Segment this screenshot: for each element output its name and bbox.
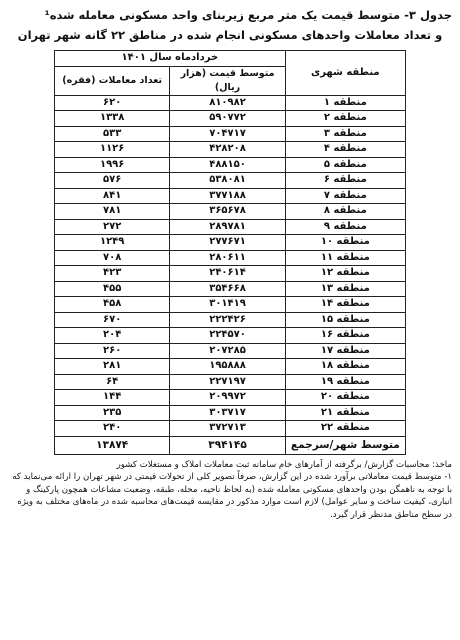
region-cell: منطقه ۱۶ bbox=[285, 328, 405, 344]
total-price: ۳۹۴۱۴۵ bbox=[170, 436, 285, 454]
price-cell: ۲۲۴۵۷۰ bbox=[170, 328, 285, 344]
price-cell: ۷۰۴۷۱۷ bbox=[170, 126, 285, 142]
title-line-1: جدول ۳- متوسط قیمت یک متر مربع زیربنای واحد مسکونی معامله شده¹ bbox=[44, 8, 452, 22]
title-line-2: و تعداد معاملات واحدهای مسکونی انجام شده در مناطق ۲۲ گانه شهر تهران bbox=[17, 28, 443, 42]
source-note: ماخذ: محاسبات گزارش/ برگرفته از آمارهای خام سامانه ثبت معاملات املاک و مستغلات کشور bbox=[116, 459, 452, 470]
count-cell: ۱۹۹۶ bbox=[55, 157, 170, 173]
price-cell: ۴۲۸۲۰۸ bbox=[170, 142, 285, 158]
region-cell: منطقه ۱۰ bbox=[285, 235, 405, 251]
count-cell: ۷۰۸ bbox=[55, 250, 170, 266]
count-cell: ۴۲۳ bbox=[55, 266, 170, 282]
table-row bbox=[55, 405, 406, 421]
table-row bbox=[55, 188, 406, 204]
count-cell: ۸۴۱ bbox=[55, 188, 170, 204]
count-cell: ۵۷۶ bbox=[55, 173, 170, 189]
count-cell: ۱۱۲۶ bbox=[55, 142, 170, 158]
count-cell: ۱۴۴ bbox=[55, 390, 170, 406]
total-row bbox=[55, 436, 406, 454]
price-cell: ۳۵۴۶۶۸ bbox=[170, 281, 285, 297]
table-row bbox=[55, 204, 406, 220]
total-count: ۱۳۸۷۴ bbox=[55, 436, 170, 454]
count-cell: ۲۳۵ bbox=[55, 405, 170, 421]
price-cell: ۸۱۰۹۸۲ bbox=[170, 95, 285, 111]
period-header: خردادماه سال ۱۴۰۱ bbox=[55, 51, 286, 67]
count-cell: ۶۲۰ bbox=[55, 95, 170, 111]
region-cell: منطقه ۴ bbox=[285, 142, 405, 158]
count-cell: ۱۳۳۸ bbox=[55, 111, 170, 127]
count-cell: ۴۵۵ bbox=[55, 281, 170, 297]
price-cell: ۳۰۱۴۱۹ bbox=[170, 297, 285, 313]
table-row bbox=[55, 111, 406, 127]
table-row bbox=[55, 173, 406, 189]
region-header: منطقه شهری bbox=[285, 51, 405, 96]
price-cell: ۲۲۷۱۹۷ bbox=[170, 374, 285, 390]
count-cell: ۲۷۲ bbox=[55, 219, 170, 235]
count-cell: ۲۸۱ bbox=[55, 359, 170, 375]
region-cell: منطقه ۹ bbox=[285, 219, 405, 235]
region-cell: منطقه ۲۲ bbox=[285, 421, 405, 437]
region-cell: منطقه ۲ bbox=[285, 111, 405, 127]
price-cell: ۵۹۰۷۷۲ bbox=[170, 111, 285, 127]
count-cell: ۶۷۰ bbox=[55, 312, 170, 328]
region-cell: منطقه ۷ bbox=[285, 188, 405, 204]
price-cell: ۱۹۵۸۸۸ bbox=[170, 359, 285, 375]
table-row bbox=[55, 390, 406, 406]
count-header: تعداد معاملات (فقره) bbox=[55, 66, 170, 95]
table-row bbox=[55, 126, 406, 142]
count-cell: ۵۳۳ bbox=[55, 126, 170, 142]
table-row bbox=[55, 281, 406, 297]
region-cell: منطقه ۱۷ bbox=[285, 343, 405, 359]
table-row bbox=[55, 343, 406, 359]
region-cell: منطقه ۳ bbox=[285, 126, 405, 142]
table-row bbox=[55, 219, 406, 235]
table-row bbox=[55, 235, 406, 251]
count-cell: ۲۰۴ bbox=[55, 328, 170, 344]
table-body bbox=[55, 95, 406, 436]
table-row bbox=[55, 421, 406, 437]
count-cell: ۶۴ bbox=[55, 374, 170, 390]
price-table bbox=[54, 50, 406, 455]
footnote-1: ۱- متوسط قیمت معاملاتی برآورد شده در این گزارش، صرفاً تصویر کلی از تحولات قیمتی در شهر تهران را ارائه می‌نماید که با توجه به ناهمگن بودن واحدهای مسکونی معامله شده (به لحاظ ناحیه، محله، طبقه، وضعیت مشاعات همچون پارکینگ و انباری، کیفیت ساخت و سایر عوامل) لازم است موارد مذکور در مقایسه قیمت‌های محاسبه شده در ماه‌های مختلف به ویژه در سطح مناطق مدنظر قرار گیرد. bbox=[12, 472, 452, 520]
region-cell: منطقه ۲۱ bbox=[285, 405, 405, 421]
region-cell: منطقه ۱۵ bbox=[285, 312, 405, 328]
table-row bbox=[55, 297, 406, 313]
table-row bbox=[55, 95, 406, 111]
region-cell: منطقه ۱ bbox=[285, 95, 405, 111]
region-cell: منطقه ۱۳ bbox=[285, 281, 405, 297]
price-cell: ۲۴۰۶۱۴ bbox=[170, 266, 285, 282]
region-cell: منطقه ۸ bbox=[285, 204, 405, 220]
table-row bbox=[55, 312, 406, 328]
price-cell: ۲۸۰۶۱۱ bbox=[170, 250, 285, 266]
table-row bbox=[55, 266, 406, 282]
price-cell: ۲۰۹۹۷۲ bbox=[170, 390, 285, 406]
count-cell: ۷۸۱ bbox=[55, 204, 170, 220]
price-cell: ۲۲۲۴۲۶ bbox=[170, 312, 285, 328]
header-row-top bbox=[55, 51, 406, 67]
table-row bbox=[55, 374, 406, 390]
table-row bbox=[55, 142, 406, 158]
price-cell: ۲۸۹۷۸۱ bbox=[170, 219, 285, 235]
count-cell: ۲۴۰ bbox=[55, 421, 170, 437]
region-cell: منطقه ۱۸ bbox=[285, 359, 405, 375]
price-cell: ۳۰۳۷۱۷ bbox=[170, 405, 285, 421]
table-title bbox=[0, 0, 460, 44]
price-cell: ۳۷۲۷۱۳ bbox=[170, 421, 285, 437]
count-cell: ۴۵۸ bbox=[55, 297, 170, 313]
region-cell: منطقه ۵ bbox=[285, 157, 405, 173]
price-cell: ۵۳۸۰۸۱ bbox=[170, 173, 285, 189]
price-cell: ۲۰۷۲۸۵ bbox=[170, 343, 285, 359]
region-cell: منطقه ۱۹ bbox=[285, 374, 405, 390]
region-cell: منطقه ۱۱ bbox=[285, 250, 405, 266]
price-cell: ۳۶۵۶۷۸ bbox=[170, 204, 285, 220]
price-cell: ۳۷۷۱۸۸ bbox=[170, 188, 285, 204]
region-cell: منطقه ۲۰ bbox=[285, 390, 405, 406]
region-cell: منطقه ۶ bbox=[285, 173, 405, 189]
price-header: متوسط قیمت (هزار ریال) bbox=[170, 66, 285, 95]
table-row bbox=[55, 359, 406, 375]
table-row bbox=[55, 250, 406, 266]
price-cell: ۲۷۷۶۷۱ bbox=[170, 235, 285, 251]
table-row bbox=[55, 328, 406, 344]
count-cell: ۱۲۴۹ bbox=[55, 235, 170, 251]
region-cell: منطقه ۱۴ bbox=[285, 297, 405, 313]
total-region: متوسط شهر/سرجمع bbox=[285, 436, 405, 454]
table-row bbox=[55, 157, 406, 173]
region-cell: منطقه ۱۲ bbox=[285, 266, 405, 282]
count-cell: ۲۶۰ bbox=[55, 343, 170, 359]
notes bbox=[0, 455, 460, 522]
price-cell: ۴۸۸۱۵۰ bbox=[170, 157, 285, 173]
